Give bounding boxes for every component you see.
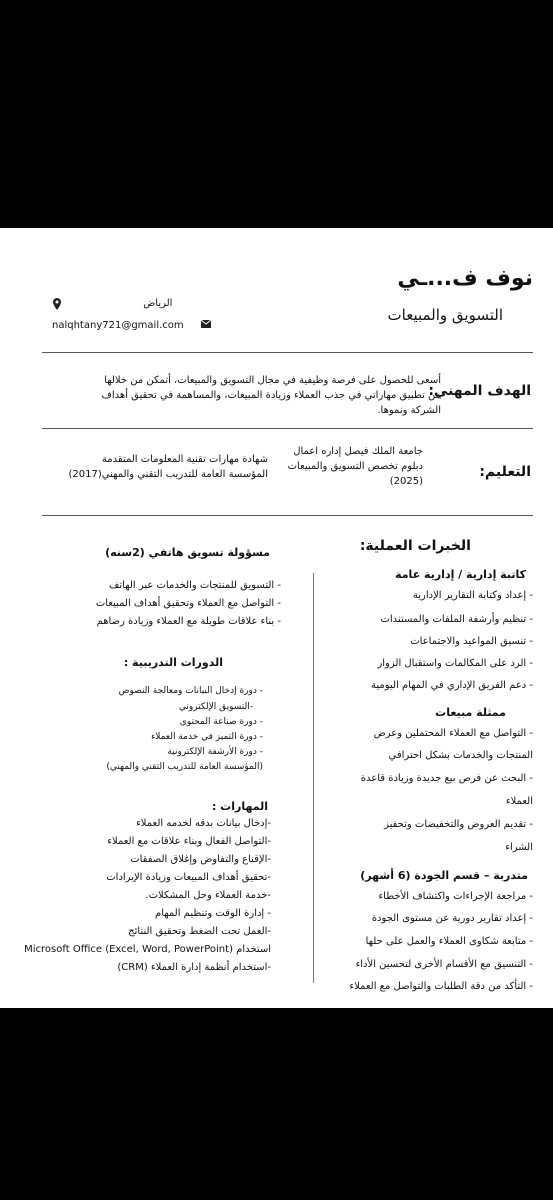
job-item: - التأكد من دقة الطلبات والتواصل مع العملاء — [349, 981, 533, 992]
education-line: شهادة مهارات تقنية المعلومات المتقدمة — [101, 454, 268, 465]
course-item: - دورة إدخال البيانات ومعالجة النصوص — [118, 686, 263, 696]
objective-text: أسعى للحصول على فرصة وظيفية في مجال التسويق والمبيعات، أتمكن من خلالها من تطبيق مهاراتي في جذب العملاء وزيادة المبيعات، والمساهمة في تحقيق أهداف الشركة ونموها. — [101, 375, 441, 416]
course-item: -التسويق الإلكتروني — [178, 702, 253, 712]
email-row — [52, 320, 211, 331]
divider — [42, 515, 533, 516]
skill-item: -الإقناع والتفاوض وإغلاق الصفقات — [130, 854, 271, 865]
divider — [42, 428, 533, 429]
divider — [42, 352, 533, 353]
skill-item: -العمل تحت الضغط وتحقيق النتائج — [128, 926, 271, 937]
education-line: (2025) — [389, 476, 423, 487]
job-item: - تقديم العروض والتخفيضات وتحفيز — [384, 819, 533, 830]
envelope-icon — [201, 320, 211, 330]
job-item: - مراجعة الإجراءات واكتشاف الأخطاء — [378, 891, 533, 902]
job-item: المنتجات والخدمات بشكل احترافي — [388, 750, 533, 761]
course-item: - دورة الأرشفة الإلكترونية — [167, 747, 263, 757]
location-pin-icon — [52, 298, 62, 308]
skill-item: -التواصل الفعال وبناء علاقات مع العملاء — [107, 836, 271, 847]
location-text: الرياض — [143, 298, 173, 309]
job-item: - دعم الفريق الإداري في المهام اليومية — [371, 680, 533, 691]
resume-page — [0, 228, 553, 1008]
objective-heading: الهدف المهني: — [428, 383, 531, 399]
skill-item: -إدخال بيانات بدقه لخدمه العملاء — [136, 818, 271, 829]
job-item: - التواصل مع العملاء المحتملين وعرض — [373, 728, 533, 739]
job-item: - تنسيق المواعيد والاجتماعات — [410, 636, 533, 647]
job-item: - إعداد تقارير دورية عن مستوى الجودة — [371, 913, 533, 924]
course-item: - دورة صناعة المحتوى — [179, 717, 263, 727]
job-item: - إعداد وكتابة التقارير الإدارية — [412, 590, 533, 601]
education-line: دبلوم تخصص التسويق والمبيعات — [287, 461, 423, 472]
job-item: - البحث عن فرص بيع جديدة وزيادة قاعدة — [360, 773, 533, 784]
course-item: (المؤسسة العامة للتدريب التقني والمهني) — [106, 762, 263, 772]
job-title-3: متدربة – قسم الجودة (6 أشهر) — [360, 869, 528, 882]
job-item: - متابعة شكاوى العملاء والعمل على حلها — [365, 936, 533, 947]
education-heading: التعليم: — [479, 464, 531, 480]
phone-job-item: - التواصل مع العملاء وتحقيق أهداف المبيعات — [95, 598, 281, 609]
location-row — [52, 298, 172, 309]
job-item: - التنسيق مع الأقسام الأخرى لتحسين الأداء — [355, 959, 533, 970]
skill-item: - إدارة الوقت وتنظيم المهام — [155, 908, 271, 919]
courses-heading: الدورات التدريبية : — [123, 656, 223, 669]
education-col2 — [18, 452, 268, 482]
skill-item: -استخدام أنظمة إدارة العملاء (CRM) — [117, 962, 271, 973]
job-item: الشراء — [505, 842, 533, 853]
phone-job-item: - التسويق للمنتجات والخدمات عبر الهاتف — [109, 580, 281, 591]
job-item: - الرد على المكالمات واستقبال الزوار — [377, 658, 533, 669]
education-line: جامعة الملك فيصل إداره اعمال — [293, 446, 423, 457]
candidate-name: نوف ف...ـي — [397, 266, 533, 291]
skill-item: -تحقيق أهداف المبيعات وزيادة الإيرادات — [106, 872, 271, 883]
email-text[interactable]: nalqhtany721@gmail.com — [52, 320, 184, 331]
course-item: - دورة التميز في خدمة العملاء — [151, 732, 263, 742]
phone-job-title: مسؤولة تسويق هاتفي (2سنه) — [105, 546, 270, 559]
phone-job-item: - بناء علاقات طويلة مع العملاء وزيادة رضاهم — [96, 616, 281, 627]
column-divider — [313, 573, 314, 983]
education-col1 — [273, 444, 423, 489]
skill-item: -خدمة العملاء وحل المشكلات. — [145, 890, 271, 901]
job-title-2: ممثلة مبيعات — [435, 706, 506, 719]
skill-item: استخدام Microsoft Office (Excel, Word, PowerPoint) — [24, 944, 271, 955]
job-title: التسويق والمبيعات — [387, 306, 503, 324]
job-title-1: كاتبة إدارية / إدارية عامة — [395, 568, 526, 581]
job-item: - تنظيم وأرشفة الملفات والمستندات — [380, 614, 533, 625]
job-item: العملاء — [505, 796, 533, 807]
experience-heading: الخبرات العملية: — [359, 538, 471, 554]
skills-heading: المهارات : — [211, 800, 268, 813]
education-line: المؤسسة العامة للتدريب التقني والمهني(2017) — [68, 469, 268, 480]
